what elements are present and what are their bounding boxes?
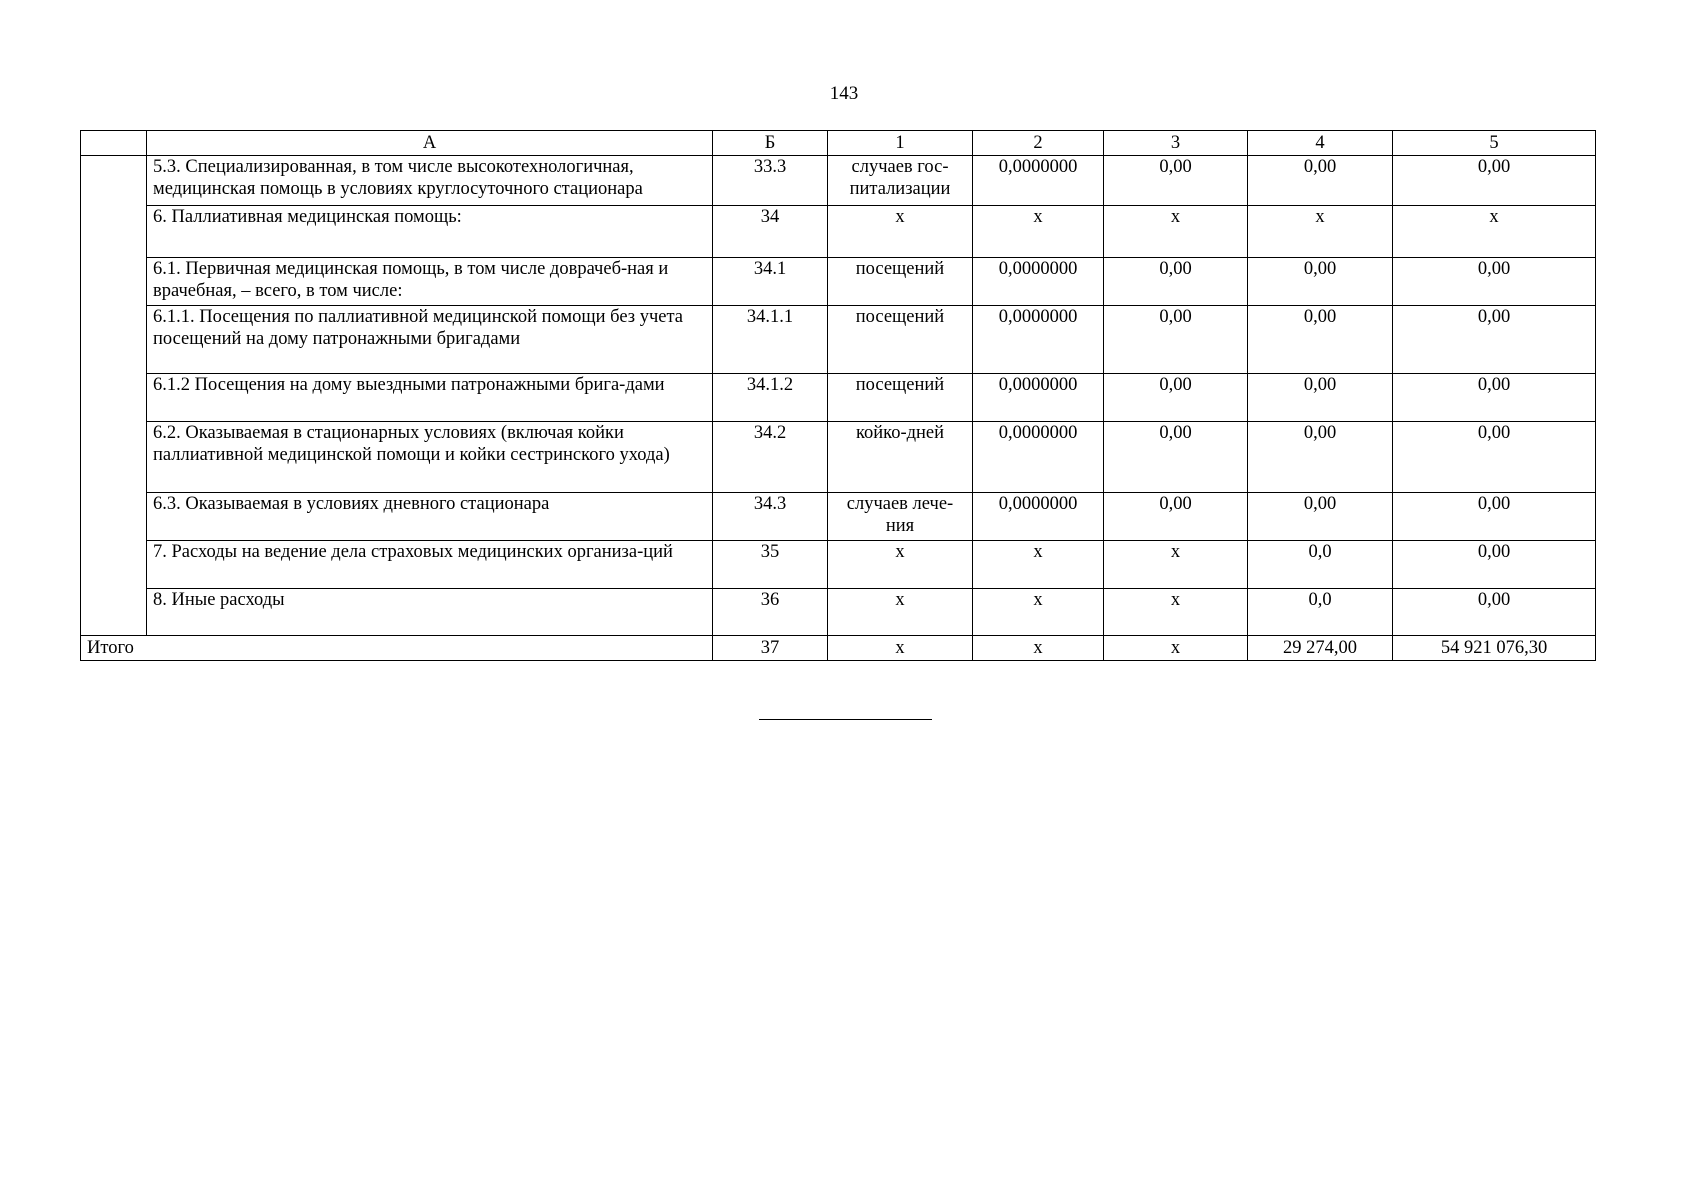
row-value-5: 0,00 [1393, 589, 1596, 636]
header-cell: 3 [1104, 131, 1248, 156]
row-code: 34.3 [713, 493, 828, 541]
row-code: 34.1.1 [713, 306, 828, 374]
row-value-3: 0,00 [1104, 156, 1248, 206]
row-value-4: 0,00 [1248, 306, 1393, 374]
row-value-2: 0,0000000 [973, 493, 1104, 541]
row-unit: случаев гос-питализации [828, 156, 973, 206]
row-unit: х [828, 541, 973, 589]
total-label: Итого [81, 636, 713, 661]
summary-table [80, 130, 1596, 661]
row-value-5: 0,00 [1393, 156, 1596, 206]
table-row [81, 306, 1596, 374]
row-value-4: 0,00 [1248, 258, 1393, 306]
row-value-3: 0,00 [1104, 422, 1248, 493]
total-unit: х [828, 636, 973, 661]
row-name: 6.1.1. Посещения по паллиативной медицинской помощи без учета посещений на дому патронажными бригадами [147, 306, 713, 374]
row-name: 7. Расходы на ведение дела страховых медицинских организа-ций [147, 541, 713, 589]
table-row [81, 374, 1596, 422]
table-row [81, 258, 1596, 306]
row-value-5: 0,00 [1393, 258, 1596, 306]
table-row [81, 156, 1596, 206]
total-value-4: 29 274,00 [1248, 636, 1393, 661]
row-name: 8. Иные расходы [147, 589, 713, 636]
row-unit: х [828, 206, 973, 258]
row-unit: посещений [828, 258, 973, 306]
row-value-3: 0,00 [1104, 258, 1248, 306]
table-row [81, 493, 1596, 541]
row-name: 6.2. Оказываемая в стационарных условиях (включая койки паллиативной медицинской помощи и койки сестринского ухода) [147, 422, 713, 493]
row-code: 34.2 [713, 422, 828, 493]
header-cell: А [147, 131, 713, 156]
header-cell: 2 [973, 131, 1104, 156]
row-value-2: х [973, 541, 1104, 589]
total-value-3: х [1104, 636, 1248, 661]
row-value-5: 0,00 [1393, 374, 1596, 422]
row-name: 6.1.2 Посещения на дому выездными патронажными брига-дами [147, 374, 713, 422]
row-value-2: 0,0000000 [973, 156, 1104, 206]
header-cell: Б [713, 131, 828, 156]
row-unit: посещений [828, 374, 973, 422]
row-value-5: х [1393, 206, 1596, 258]
row-code: 33.3 [713, 156, 828, 206]
row-unit: койко-дней [828, 422, 973, 493]
row-value-2: 0,0000000 [973, 374, 1104, 422]
row-unit: случаев лече-ния [828, 493, 973, 541]
row-value-4: 0,0 [1248, 589, 1393, 636]
row-value-4: х [1248, 206, 1393, 258]
table-row [81, 206, 1596, 258]
header-cell: 5 [1393, 131, 1596, 156]
row-name: 6. Паллиативная медицинская помощь: [147, 206, 713, 258]
row-unit: посещений [828, 306, 973, 374]
row-value-4: 0,00 [1248, 493, 1393, 541]
blank-cell [81, 156, 147, 636]
row-value-3: х [1104, 541, 1248, 589]
row-value-3: х [1104, 206, 1248, 258]
total-value-2: х [973, 636, 1104, 661]
row-value-3: 0,00 [1104, 306, 1248, 374]
row-code: 34 [713, 206, 828, 258]
row-code: 36 [713, 589, 828, 636]
row-value-2: 0,0000000 [973, 422, 1104, 493]
row-value-2: 0,0000000 [973, 258, 1104, 306]
row-name: 5.3. Специализированная, в том числе высокотехнологичная, медицинская помощь в условиях круглосуточного стационара [147, 156, 713, 206]
row-value-2: 0,0000000 [973, 306, 1104, 374]
row-value-3: 0,00 [1104, 493, 1248, 541]
row-value-4: 0,00 [1248, 422, 1393, 493]
row-code: 35 [713, 541, 828, 589]
row-code: 34.1.2 [713, 374, 828, 422]
table-row [81, 589, 1596, 636]
row-name: 6.3. Оказываемая в условиях дневного стационара [147, 493, 713, 541]
table-row [81, 541, 1596, 589]
row-value-5: 0,00 [1393, 306, 1596, 374]
row-value-4: 0,00 [1248, 374, 1393, 422]
row-value-4: 0,00 [1248, 156, 1393, 206]
row-value-2: х [973, 589, 1104, 636]
page-number: 143 [829, 83, 859, 104]
closing-rule [759, 719, 932, 720]
row-value-4: 0,0 [1248, 541, 1393, 589]
table-row [81, 422, 1596, 493]
row-name: 6.1. Первичная медицинская помощь, в том числе доврачеб-ная и врачебная, – всего, в том числе: [147, 258, 713, 306]
total-row [81, 636, 1596, 661]
row-value-3: х [1104, 589, 1248, 636]
row-value-5: 0,00 [1393, 493, 1596, 541]
header-row [81, 131, 1596, 156]
row-value-2: х [973, 206, 1104, 258]
header-cell [81, 131, 147, 156]
row-value-3: 0,00 [1104, 374, 1248, 422]
total-value-5: 54 921 076,30 [1393, 636, 1596, 661]
header-cell: 4 [1248, 131, 1393, 156]
row-code: 34.1 [713, 258, 828, 306]
total-code: 37 [713, 636, 828, 661]
row-unit: х [828, 589, 973, 636]
header-cell: 1 [828, 131, 973, 156]
row-value-5: 0,00 [1393, 422, 1596, 493]
row-value-5: 0,00 [1393, 541, 1596, 589]
